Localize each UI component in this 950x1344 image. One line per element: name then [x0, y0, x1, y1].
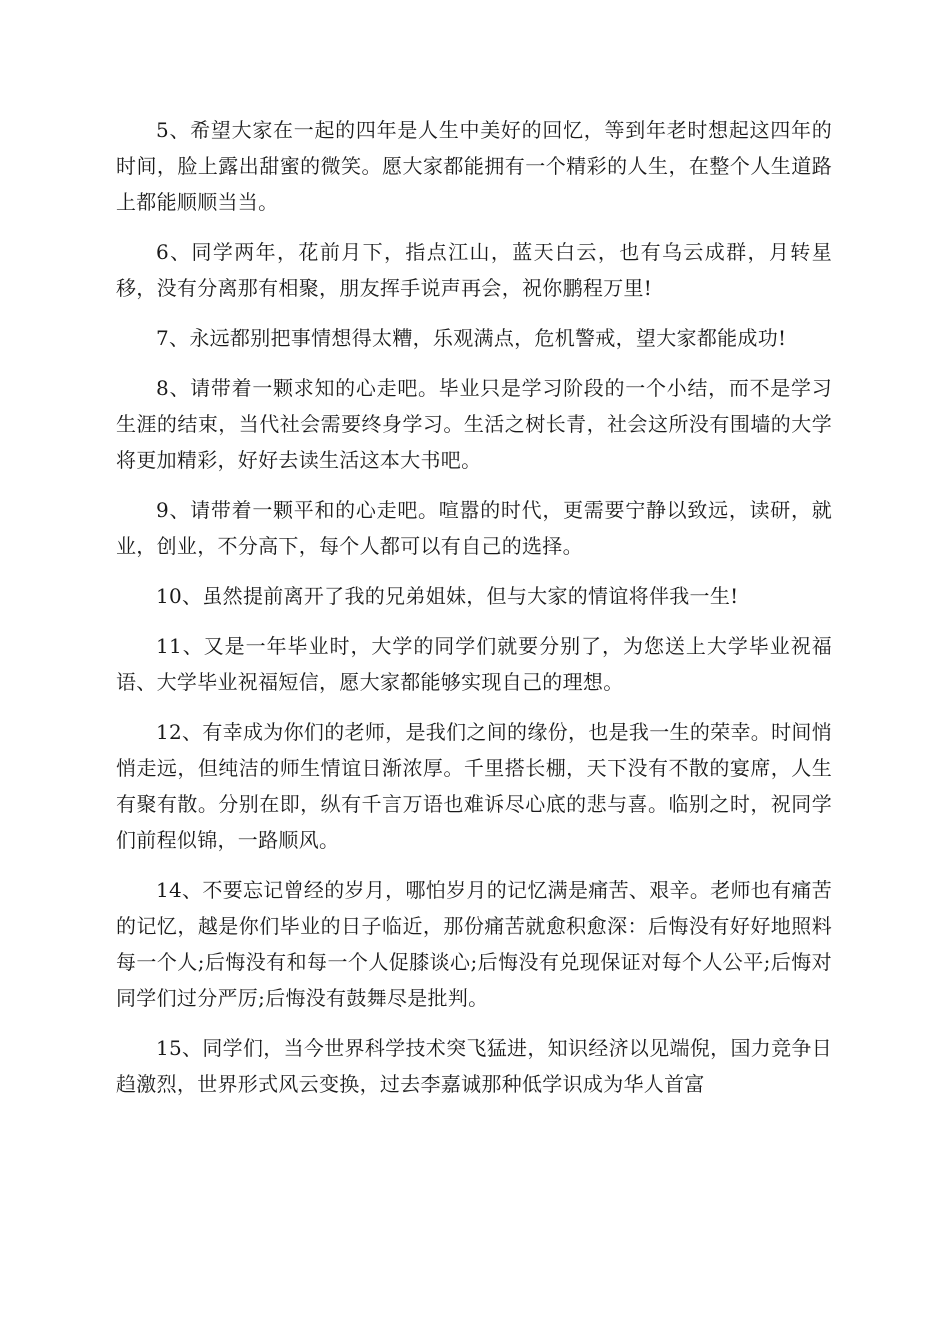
paragraph-15: 15、同学们，当今世界科学技术突飞猛进，知识经济以见端倪，国力竞争日趋激烈，世界形式风云变换，过去李嘉诚那种低学识成为华人首富	[116, 1036, 832, 1096]
paragraph-6: 6、同学两年，花前月下，指点江山，蓝天白云，也有乌云成群，月转星移，没有分离那有相聚，朋友挥手说声再会，祝你鹏程万里!	[116, 240, 832, 300]
paragraph-8: 8、请带着一颗求知的心走吧。毕业只是学习阶段的一个小结，而不是学习生涯的结束，当代社会需要终身学习。生活之树长青，社会这所没有围墙的大学将更加精彩，好好去读生活这本大书吧。	[116, 376, 832, 472]
paragraph-9: 9、请带着一颗平和的心走吧。喧嚣的时代，更需要宁静以致远，读研，就业，创业，不分高下，每个人都可以有自己的选择。	[116, 498, 832, 558]
paragraph-5: 5、希望大家在一起的四年是人生中美好的回忆，等到年老时想起这四年的时间，脸上露出甜蜜的微笑。愿大家都能拥有一个精彩的人生，在整个人生道路上都能顺顺当当。	[116, 118, 832, 214]
document-body	[116, 112, 832, 1116]
paragraph-14: 14、不要忘记曾经的岁月，哪怕岁月的记忆满是痛苦、艰辛。老师也有痛苦的记忆，越是你们毕业的日子临近，那份痛苦就愈积愈深：后悔没有好好地照料每一个人;后悔没有和每一个人促膝谈心;后悔没有兑现保证对每个人公平;后悔对同学们过分严厉;后悔没有鼓舞尽是批判。	[116, 878, 832, 1010]
paragraph-7: 7、永远都别把事情想得太糟，乐观满点，危机警戒，望大家都能成功!	[156, 326, 787, 350]
paragraph-11: 11、又是一年毕业时，大学的同学们就要分别了，为您送上大学毕业祝福语、大学毕业祝福短信，愿大家都能够实现自己的理想。	[116, 634, 832, 694]
paragraph-12: 12、有幸成为你们的老师，是我们之间的缘份，也是我一生的荣幸。时间悄悄走远，但纯洁的师生情谊日渐浓厚。千里搭长棚，天下没有不散的宴席，人生有聚有散。分别在即，纵有千言万语也难诉尽心底的悲与喜。临别之时，祝同学们前程似锦，一路顺风。	[116, 720, 832, 852]
paragraph-10: 10、虽然提前离开了我的兄弟姐妹，但与大家的情谊将伴我一生!	[156, 584, 739, 608]
